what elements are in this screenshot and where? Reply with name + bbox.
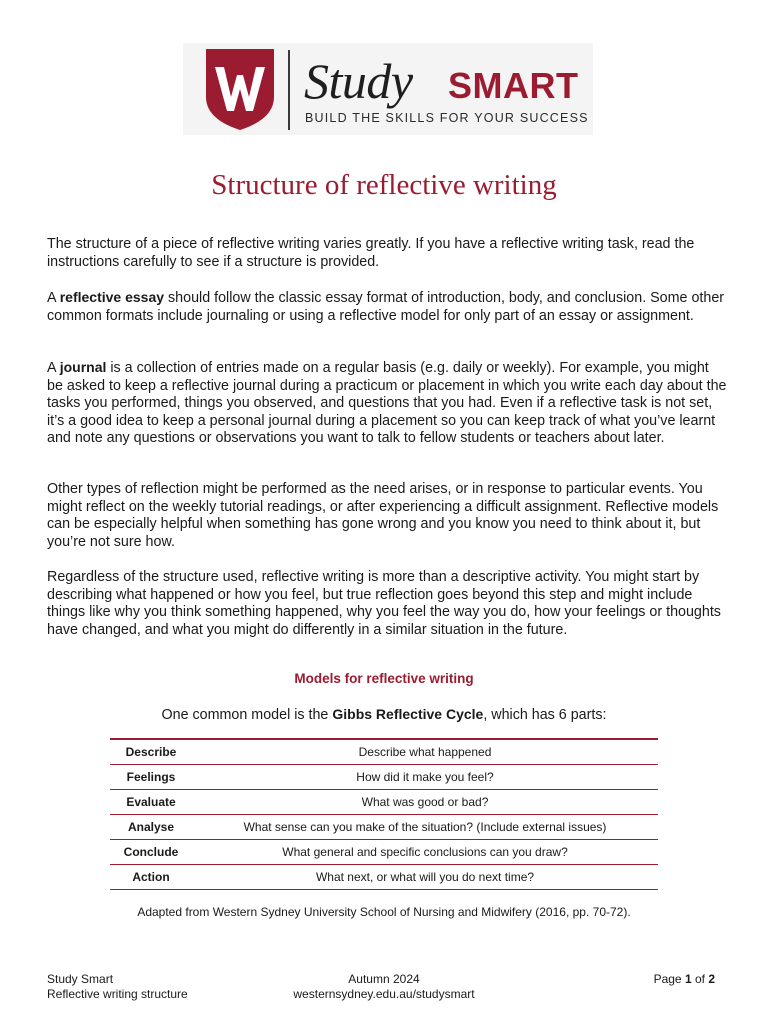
stage-name: Describe: [110, 739, 192, 765]
stage-description: What was good or bad?: [192, 790, 658, 815]
gibbs-intro-prefix: One common model is the: [161, 707, 333, 723]
footer-document-name: Reflective writing structure: [47, 987, 188, 1001]
stage-name: Action: [110, 865, 192, 890]
table-row: [110, 739, 658, 765]
gibbs-intro-suffix: , which has 6 parts:: [483, 707, 607, 723]
logo-divider: [288, 50, 290, 130]
stage-name: Evaluate: [110, 790, 192, 815]
page-title: Structure of reflective writing: [211, 169, 557, 201]
paragraph-other-reflection: Other types of reflection might be performed as the need arises, or in response to particular events. You might reflect on the weekly tutorial readings, or after experiencing a difficult assignment. Reflective models can be especially helpful when something has gone wrong and you know you need to think about it, but you’re not sure how.: [47, 481, 719, 550]
logo-wordmark-smart: SMART: [448, 65, 579, 106]
western-sydney-shield-logo: [206, 49, 274, 130]
logo-tagline: BUILD THE SKILLS FOR YOUR SUCCESS: [305, 111, 589, 125]
stage-name: Analyse: [110, 815, 192, 840]
stage-description: How did it make you feel?: [192, 765, 658, 790]
table-row: [110, 765, 658, 790]
stage-description: Describe what happened: [192, 739, 658, 765]
stage-name: Conclude: [110, 840, 192, 865]
footer-url: westernsydney.edu.au/studysmart: [293, 987, 475, 1001]
footer-course: Study Smart: [47, 972, 114, 986]
page-label: Page: [653, 972, 685, 986]
paragraph-prefix: A: [47, 290, 60, 306]
term-gibbs-cycle: Gibbs Reflective Cycle: [332, 706, 484, 722]
term-journal: journal: [59, 359, 107, 375]
gibbs-intro: [0, 705, 768, 724]
page-total: 2: [708, 972, 715, 986]
term-reflective-essay: reflective essay: [59, 289, 165, 305]
page-current: 1: [684, 972, 692, 986]
table-row: [110, 840, 658, 865]
footer-term: Autumn 2024: [348, 972, 420, 986]
paragraph-prefix: A: [47, 360, 60, 376]
paragraph-journal: [47, 359, 727, 448]
models-heading: Models for reflective writing: [294, 671, 474, 686]
stage-description: What sense can you make of the situation? (Include external issues): [192, 815, 658, 840]
paragraph-reflective-essay: [47, 289, 727, 325]
paragraph-intro: The structure of a piece of reflective writing varies greatly. If you have a reflective writing task, read the instructions carefully to see if a structure is provided.: [47, 236, 695, 270]
page-of: of: [691, 972, 709, 986]
stage-description: What general and specific conclusions can you draw?: [192, 840, 658, 865]
table-row: [110, 790, 658, 815]
paragraph-body: should follow the classic essay format of introduction, body, and conclusion. Some other common formats include journaling or using a reflective model for only part of an essay or assignment.: [47, 290, 725, 324]
gibbs-cycle-table: [110, 738, 658, 890]
table-row: [110, 815, 658, 840]
footer-page-number: [654, 972, 715, 987]
paragraph-regardless: Regardless of the structure used, reflective writing is more than a descriptive activity. You might start by describing what happened or how you feel, but true reflection goes beyond this step and might include things like why you think something happened, why you feel the way you do, how your feelings or thoughts have changed, and what you might do differently in a similar situation in the future.: [47, 569, 721, 638]
logo-wordmark-study: Study: [304, 53, 413, 109]
stage-name: Feelings: [110, 765, 192, 790]
citation: Adapted from Western Sydney University School of Nursing and Midwifery (2016, pp. 70-72).: [137, 905, 631, 919]
table-row: [110, 865, 658, 890]
paragraph-body: is a collection of entries made on a regular basis (e.g. daily or weekly). For example, you might be asked to keep a reflective journal during a practicum or placement in which you write each day about the tasks you performed, things you observed, and questions that you had. Even if a reflective task is not set, it’s a good idea to keep a personal journal during a placement so you can keep track of what you’ve learnt and note any questions or observations you want to talk to fellow students or teachers about later.: [47, 360, 727, 447]
stage-description: What next, or what will you do next time?: [192, 865, 658, 890]
